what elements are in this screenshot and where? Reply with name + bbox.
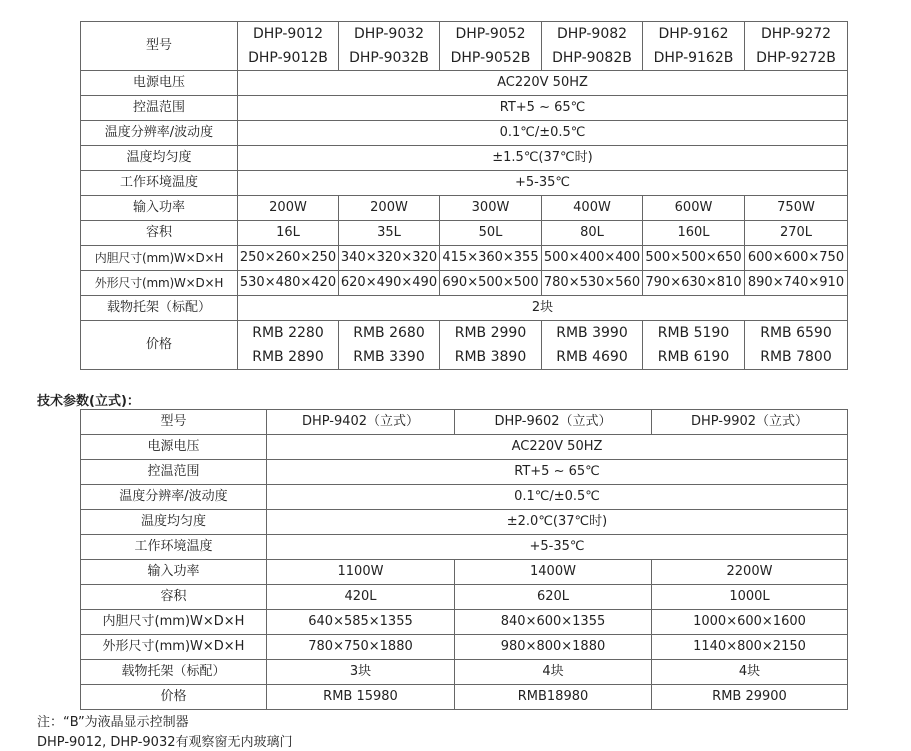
table-row: [81, 610, 848, 635]
row-label: 内胆尺寸(mm)W×D×H: [81, 610, 267, 635]
price-cell: RMB 15980: [267, 685, 455, 710]
table-row: [81, 296, 848, 321]
volume-cell: 1000L: [652, 585, 848, 610]
uniformity-value: ±2.0℃(37℃时): [267, 510, 848, 535]
price-cell: RMB 2280 RMB 2890: [238, 321, 339, 370]
table-row: [81, 271, 848, 296]
table-row: [81, 435, 848, 460]
price-cell: RMB18980: [455, 685, 652, 710]
volume-cell: 50L: [440, 221, 542, 246]
shelf-cell: 3块: [267, 660, 455, 685]
outer-size-cell: 620×490×490: [339, 271, 440, 296]
shelf-cell: 4块: [455, 660, 652, 685]
power-cell: 1400W: [455, 560, 652, 585]
model-cell: DHP-9602（立式）: [455, 410, 652, 435]
outer-size-cell: 530×480×420: [238, 271, 339, 296]
model-cell: DHP-9082 DHP-9082B: [542, 22, 643, 71]
power-cell: 600W: [643, 196, 745, 221]
table-row: [81, 560, 848, 585]
power-cell: 400W: [542, 196, 643, 221]
model-cell: DHP-9272 DHP-9272B: [745, 22, 848, 71]
row-label: 价格: [81, 685, 267, 710]
row-label: 外形尺寸(mm)W×D×H: [81, 635, 267, 660]
row-label: 温度分辨率/波动度: [81, 485, 267, 510]
price-cell: RMB 6590 RMB 7800: [745, 321, 848, 370]
voltage-value: AC220V 50HZ: [238, 71, 848, 96]
row-label: 容积: [81, 221, 238, 246]
table-row: [81, 585, 848, 610]
inner-size-cell: 840×600×1355: [455, 610, 652, 635]
range-value: RT+5 ~ 65℃: [267, 460, 848, 485]
row-label: 容积: [81, 585, 267, 610]
inner-size-cell: 250×260×250: [238, 246, 339, 271]
price-cell: RMB 2990 RMB 3890: [440, 321, 542, 370]
note-text: DHP-9012, DHP-9032有观察窗无内玻璃门: [37, 735, 293, 750]
volume-cell: 270L: [745, 221, 848, 246]
table-row: [81, 96, 848, 121]
model-cell: DHP-9162 DHP-9162B: [643, 22, 745, 71]
inner-size-cell: 340×320×320: [339, 246, 440, 271]
inner-size-cell: 415×360×355: [440, 246, 542, 271]
volume-cell: 160L: [643, 221, 745, 246]
power-cell: 750W: [745, 196, 848, 221]
section-title: 技术参数(立式)：: [37, 394, 140, 409]
table-row: [81, 121, 848, 146]
outer-size-cell: 780×750×1880: [267, 635, 455, 660]
model-cell: DHP-9402（立式）: [267, 410, 455, 435]
spec-table-desktop: [80, 21, 848, 370]
table-row: [81, 246, 848, 271]
volume-cell: 16L: [238, 221, 339, 246]
row-label: 输入功率: [81, 196, 238, 221]
row-label: 载物托架（标配）: [81, 660, 267, 685]
volume-cell: 35L: [339, 221, 440, 246]
table-row: [81, 535, 848, 560]
row-label: 内胆尺寸(mm)W×D×H: [81, 246, 238, 271]
note-text: 注：“B”为液晶显示控制器: [37, 715, 189, 730]
power-cell: 1100W: [267, 560, 455, 585]
table-row: [81, 196, 848, 221]
price-cell: RMB 2680 RMB 3390: [339, 321, 440, 370]
volume-cell: 80L: [542, 221, 643, 246]
row-label: 工作环境温度: [81, 535, 267, 560]
volume-cell: 620L: [455, 585, 652, 610]
inner-size-cell: 600×600×750: [745, 246, 848, 271]
range-value: RT+5 ~ 65℃: [238, 96, 848, 121]
power-cell: 200W: [339, 196, 440, 221]
row-label: 温度分辨率/波动度: [81, 121, 238, 146]
inner-size-cell: 500×500×650: [643, 246, 745, 271]
uniformity-value: ±1.5℃(37℃时): [238, 146, 848, 171]
price-cell: RMB 29900: [652, 685, 848, 710]
ambient-value: +5-35℃: [238, 171, 848, 196]
resolution-value: 0.1℃/±0.5℃: [267, 485, 848, 510]
model-cell: DHP-9032 DHP-9032B: [339, 22, 440, 71]
inner-size-cell: 640×585×1355: [267, 610, 455, 635]
shelf-value: 2块: [238, 296, 848, 321]
table-row: [81, 146, 848, 171]
row-label: 型号: [81, 410, 267, 435]
table-row: [81, 410, 848, 435]
row-label: 电源电压: [81, 71, 238, 96]
row-label: 价格: [81, 321, 238, 370]
outer-size-cell: 790×630×810: [643, 271, 745, 296]
row-label: 控温范围: [81, 460, 267, 485]
table-row: [81, 460, 848, 485]
model-cell: DHP-9902（立式）: [652, 410, 848, 435]
voltage-value: AC220V 50HZ: [267, 435, 848, 460]
table-row: [81, 660, 848, 685]
row-label: 控温范围: [81, 96, 238, 121]
table-row: [81, 635, 848, 660]
outer-size-cell: 890×740×910: [745, 271, 848, 296]
row-label: 工作环境温度: [81, 171, 238, 196]
inner-size-cell: 1000×600×1600: [652, 610, 848, 635]
table-row: [81, 485, 848, 510]
resolution-value: 0.1℃/±0.5℃: [238, 121, 848, 146]
price-cell: RMB 3990 RMB 4690: [542, 321, 643, 370]
power-cell: 300W: [440, 196, 542, 221]
row-label: 温度均匀度: [81, 146, 238, 171]
outer-size-cell: 780×530×560: [542, 271, 643, 296]
row-label: 载物托架（标配）: [81, 296, 238, 321]
power-cell: 2200W: [652, 560, 848, 585]
inner-size-cell: 500×400×400: [542, 246, 643, 271]
row-label: 温度均匀度: [81, 510, 267, 535]
outer-size-cell: 980×800×1880: [455, 635, 652, 660]
model-cell: DHP-9052 DHP-9052B: [440, 22, 542, 71]
row-label: 输入功率: [81, 560, 267, 585]
shelf-cell: 4块: [652, 660, 848, 685]
price-cell: RMB 5190 RMB 6190: [643, 321, 745, 370]
table-row: [81, 22, 848, 71]
outer-size-cell: 690×500×500: [440, 271, 542, 296]
outer-size-cell: 1140×800×2150: [652, 635, 848, 660]
spec-table-vertical: [80, 409, 848, 710]
table-row: [81, 685, 848, 710]
volume-cell: 420L: [267, 585, 455, 610]
table-row: [81, 510, 848, 535]
table-row: [81, 221, 848, 246]
table-row: [81, 171, 848, 196]
ambient-value: +5-35℃: [267, 535, 848, 560]
row-label: 外形尺寸(mm)W×D×H: [81, 271, 238, 296]
table-row: [81, 321, 848, 370]
power-cell: 200W: [238, 196, 339, 221]
model-cell: DHP-9012 DHP-9012B: [238, 22, 339, 71]
table-row: [81, 71, 848, 96]
row-label: 电源电压: [81, 435, 267, 460]
row-label: 型号: [81, 22, 238, 71]
